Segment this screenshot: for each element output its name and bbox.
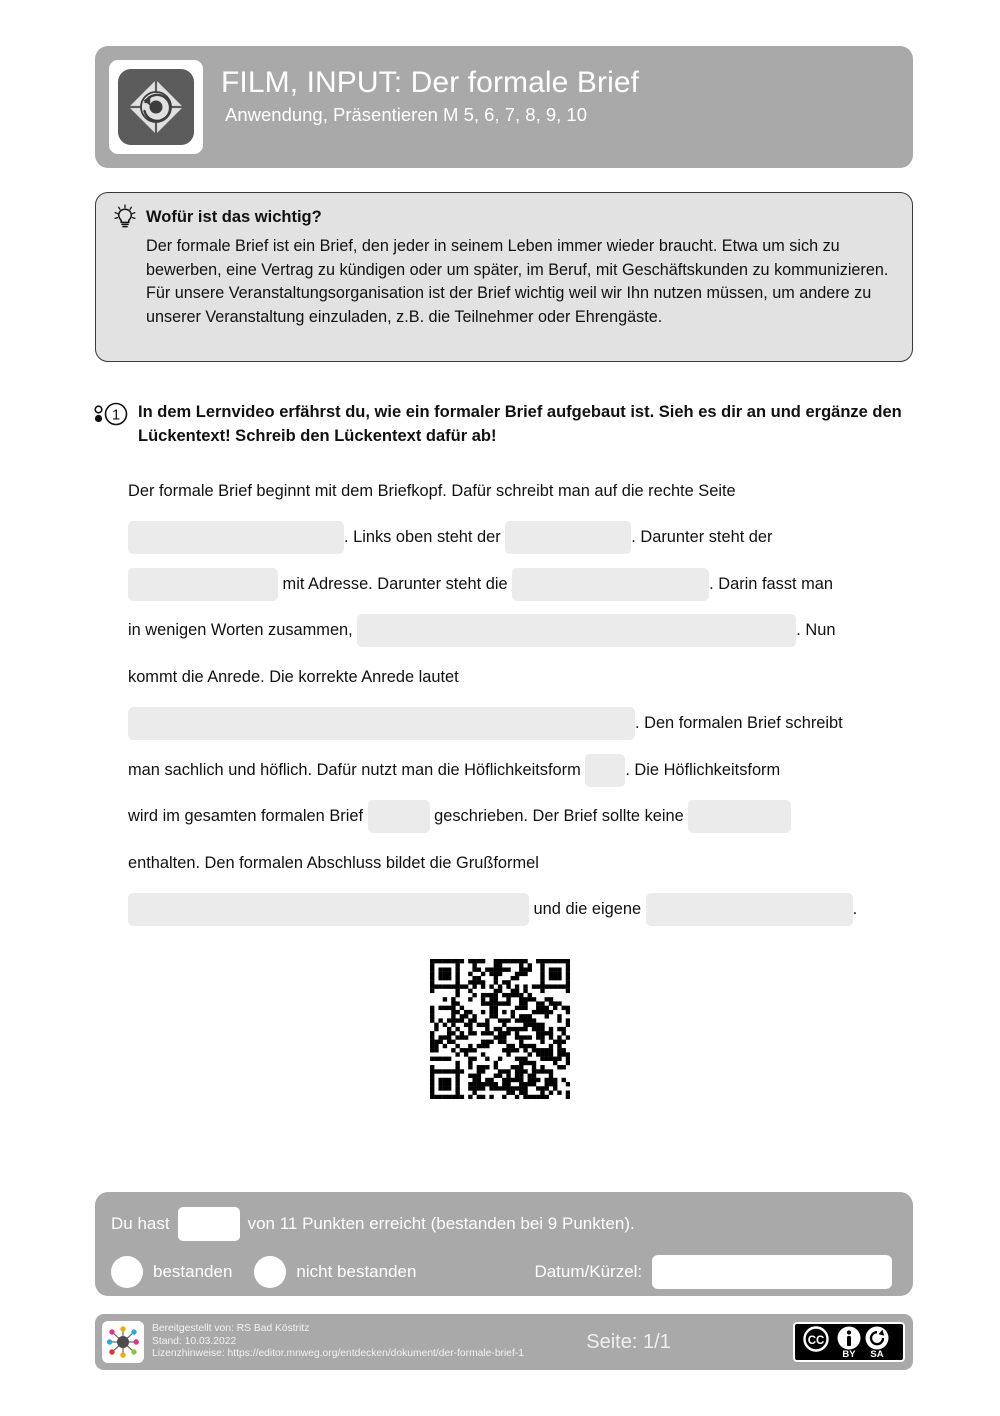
svg-text:SA: SA xyxy=(870,1349,884,1359)
page-number-label: Seite: 1/1 xyxy=(586,1330,671,1353)
lightbulb-icon xyxy=(112,204,138,230)
radio-failed-label: nicht bestanden xyxy=(296,1262,417,1281)
score-row-result xyxy=(111,1252,897,1292)
cloze-text-segment: Der formale Brief beginnt mit dem Briefkopf. Dafür schreibt man auf die rechte Seite xyxy=(128,481,736,500)
cloze-text-segment: . Darunter steht der xyxy=(631,528,773,547)
cloze-text-segment: . Links oben steht der xyxy=(344,528,506,547)
score-box xyxy=(95,1192,913,1296)
date-input[interactable] xyxy=(652,1255,892,1289)
info-box xyxy=(95,192,913,362)
cloze-gap[interactable] xyxy=(512,568,709,601)
task-number: 1 xyxy=(111,406,121,424)
score-input[interactable] xyxy=(178,1207,240,1241)
radio-passed-label: bestanden xyxy=(153,1262,233,1281)
score-suffix-label: von 11 Punkten erreicht (bestanden bei 9 Punkten). xyxy=(247,1214,635,1233)
cloze-line xyxy=(128,561,916,608)
cloze-text-segment: geschrieben. Der Brief sollte keine xyxy=(429,807,689,826)
cloze-gap[interactable] xyxy=(688,800,791,833)
cloze-line xyxy=(128,747,916,794)
cloze-text-segment: mit Adresse. Darunter steht die xyxy=(278,574,513,593)
cloze-line xyxy=(128,887,916,934)
cloze-line xyxy=(128,794,916,841)
header-text-block xyxy=(203,46,639,128)
score-prefix-label: Du hast xyxy=(111,1214,170,1233)
page-subtitle: Anwendung, Präsentieren M 5, 6, 7, 8, 9, 10 xyxy=(225,104,588,125)
cloze-line xyxy=(128,468,916,515)
info-box-paragraph-1: Der formale Brief ist ein Brief, den jeder in seinem Leben immer wieder braucht. Etwa um sich zu bewerben, eine Vertrag zu kündigen oder um später, im Beruf, mit Geschäftskunden zu kommunizieren. xyxy=(146,237,889,279)
footer-metadata xyxy=(152,1323,524,1361)
cloze-text-segment: wird im gesamten formalen Brief xyxy=(128,807,368,826)
task-1-heading xyxy=(93,400,918,448)
page-title: FILM, INPUT: Der formale Brief xyxy=(221,66,640,99)
cloze-text-segment: kommt die Anrede. Die korrekte Anrede lautet xyxy=(128,667,459,686)
radio-passed[interactable] xyxy=(111,1256,143,1288)
cloze-gap[interactable] xyxy=(368,800,430,833)
footer-license-note: Lizenzhinweise: https://editor.mnweg.org/entdecken/dokument/der-formale-brief-1 xyxy=(152,1348,525,1360)
footer-provided-by: Bereitgestellt von: RS Bad Köstritz xyxy=(152,1322,310,1334)
radio-failed[interactable] xyxy=(254,1256,286,1288)
cloze-line xyxy=(128,515,916,562)
cloze-gap[interactable] xyxy=(128,707,635,740)
cc-by-sa-icon xyxy=(793,1322,905,1362)
cloze-gap[interactable] xyxy=(585,754,625,787)
cloze-text-segment: . Nun xyxy=(796,621,836,640)
cloze-gap[interactable] xyxy=(357,614,796,647)
cloze-text-segment: . Den formalen Brief schreibt xyxy=(635,714,843,733)
qr-code-lernvideo[interactable] xyxy=(430,959,570,1099)
footer-stand-date: Stand: 10.03.2022 xyxy=(152,1335,237,1347)
info-box-paragraph-2: Für unsere Veranstaltungsorganisation ist der Brief wichtig weil wir Ihn nutzen müssen, um andere zu unserer Veranstaltung einzuladen, z.B. die Teilnehmer oder Ehrengäste. xyxy=(146,284,872,326)
info-box-header xyxy=(112,205,894,233)
svg-text:CC: CC xyxy=(807,1335,825,1347)
info-box-title: Wofür ist das wichtig? xyxy=(146,208,322,226)
cloze-gap[interactable] xyxy=(505,521,631,554)
info-box-body xyxy=(112,233,894,329)
compass-diamond-icon xyxy=(118,69,194,145)
date-label: Datum/Kürzel: xyxy=(534,1262,643,1281)
cloze-line xyxy=(128,701,916,748)
task-bullet-icon xyxy=(93,401,133,427)
mnweg-network-logo xyxy=(102,1321,144,1363)
cloze-text-segment: man sachlich und höflich. Dafür nutzt man die Höflichkeitsform xyxy=(128,760,586,779)
cloze-gap[interactable] xyxy=(128,568,278,601)
svg-text:BY: BY xyxy=(842,1349,856,1359)
cloze-gap[interactable] xyxy=(128,893,529,926)
cloze-gap[interactable] xyxy=(646,893,853,926)
page-footer xyxy=(95,1314,913,1370)
cloze-line xyxy=(128,840,916,887)
cloze-text xyxy=(128,468,916,933)
cloze-text-segment: . Darin fasst man xyxy=(709,574,834,593)
cloze-text-segment: . Die Höflichkeitsform xyxy=(625,760,781,779)
cloze-line xyxy=(128,608,916,655)
worksheet-header xyxy=(95,46,913,168)
cloze-text-segment: in wenigen Worten zusammen, xyxy=(128,621,358,640)
task-1-instruction: In dem Lernvideo erfährst du, wie ein formaler Brief aufgebaut ist. Sieh es dir an und ergänze den Lückentext! Schreib den Lückentext dafür ab! xyxy=(138,403,902,445)
cloze-gap[interactable] xyxy=(128,521,344,554)
header-icon-frame xyxy=(109,60,203,154)
cloze-line xyxy=(128,654,916,701)
score-row-points xyxy=(111,1206,897,1242)
cloze-text-segment: und die eigene xyxy=(529,900,646,919)
cloze-text-segment: . xyxy=(852,900,858,919)
cloze-text-segment: enthalten. Den formalen Abschluss bildet die Grußformel xyxy=(128,853,539,872)
